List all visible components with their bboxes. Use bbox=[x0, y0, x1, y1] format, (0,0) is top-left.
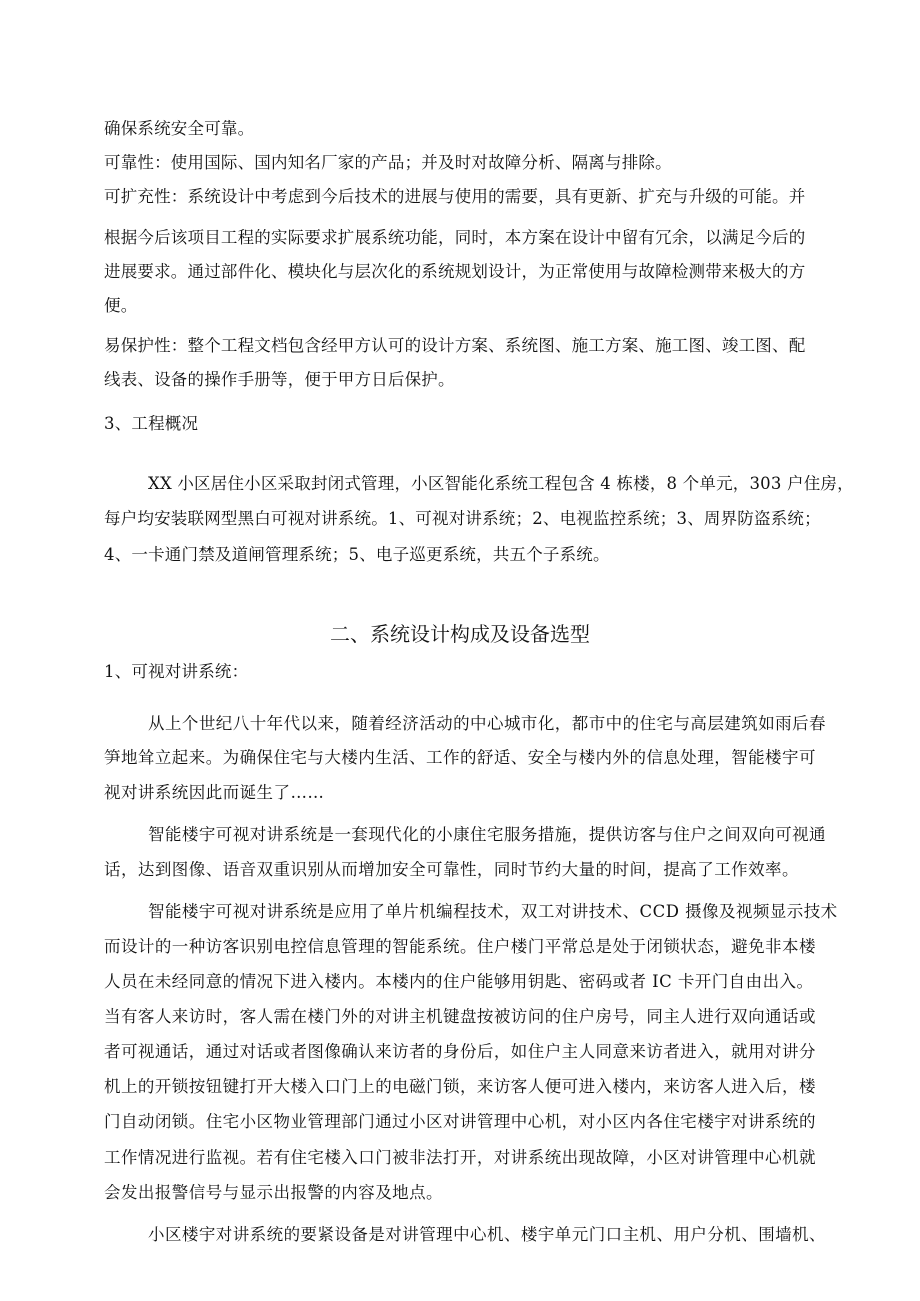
text-line: 可靠性：使用国际、国内知名厂家的产品；并及时对故障分析、隔离与排除。 bbox=[104, 153, 672, 172]
text-line: 每户均安装联网型黑白可视对讲系统。1、可视对讲系统；2、电视监控系统；3、周界防盗系统； bbox=[104, 509, 821, 528]
text-line: 智能楼宇可视对讲系统是应用了单片机编程技术，双工对讲技术、CCD 摄像及视频显示技术 bbox=[148, 902, 838, 921]
text-line: XX 小区居住小区采取封闭式管理，小区智能化系统工程包含 4 栋楼，8 个单元，303 户住房， bbox=[148, 474, 854, 493]
text-line: 者可视通话，通过对话或者图像确认来访者的身份后，如住户主人同意来访者进入，就用对讲分 bbox=[104, 1042, 816, 1061]
text-line: 从上个世纪八十年代以来，随着经济活动的中心城市化，都市中的住宅与高层建筑如雨后春 bbox=[148, 714, 826, 733]
text-line: 而设计的一种访客识别电控信息管理的智能系统。住户楼门平常总是处于闭锁状态，避免非本楼 bbox=[104, 937, 816, 956]
text-line: 4、一卡通门禁及道闸管理系统；5、电子巡更系统，共五个子系统。 bbox=[104, 545, 610, 564]
section-heading-intercom: 1、可视对讲系统： bbox=[104, 662, 249, 681]
text-line: 门自动闭锁。住宅小区物业管理部门通过小区对讲管理中心机，对小区内各住宅楼宇对讲系统的 bbox=[104, 1112, 816, 1131]
text-line: 可扩充性：系统设计中考虑到今后技术的进展与使用的需要，具有更新、扩充与升级的可能。并 bbox=[104, 187, 806, 206]
text-line: 工作情况进行监视。若有住宅楼入口门被非法打开，对讲系统出现故障，小区对讲管理中心机就 bbox=[104, 1148, 816, 1167]
text-line: 机上的开锁按钮键打开大楼入口门上的电磁门锁，来访客人便可进入楼内，来访客人进入后，楼 bbox=[104, 1077, 816, 1096]
text-line: 会发出报警信号与显示出报警的内容及地点。 bbox=[104, 1183, 443, 1202]
text-line: 线表、设备的操作手册等，便于甲方日后保护。 bbox=[104, 370, 455, 389]
text-line: 当有客人来访时，客人需在楼门外的对讲主机键盘按被访问的住户房号，同主人进行双向通话或 bbox=[104, 1007, 816, 1026]
text-line: 笋地耸立起来。为确保住宅与大楼内生活、工作的舒适、安全与楼内外的信息处理，智能楼宇可 bbox=[104, 748, 816, 767]
text-line: 小区楼宇对讲系统的要紧设备是对讲管理中心机、楼宇单元门口主机、用户分机、围墙机、 bbox=[148, 1225, 826, 1244]
section-heading-overview: 3、工程概况 bbox=[104, 414, 199, 433]
chapter-title: 二、系统设计构成及设备选型 bbox=[330, 622, 590, 646]
text-line: 话，达到图像、语音双重识别从而增加安全可靠性，同时节约大量的时间，提高了工作效率。 bbox=[104, 860, 799, 879]
text-line: 易保护性：整个工程文档包含经甲方认可的设计方案、系统图、施工方案、施工图、竣工图、配 bbox=[104, 336, 806, 355]
text-line: 人员在未经同意的情况下进入楼内。本楼内的住户能够用钥匙、密码或者 IC 卡开门自由出入。 bbox=[104, 972, 814, 991]
text-line: 根据今后该项目工程的实际要求扩展系统功能，同时，本方案在设计中留有冗余，以满足今后的 bbox=[104, 228, 806, 247]
text-line: 进展要求。通过部件化、模块化与层次化的系统规划设计，为正常使用与故障检测带来极大的方 bbox=[104, 262, 806, 281]
text-line: 智能楼宇可视对讲系统是一套现代化的小康住宅服务措施，提供访客与住户之间双向可视通 bbox=[148, 825, 826, 844]
text-line: 视对讲系统因此而诞生了…… bbox=[104, 783, 325, 802]
text-line: 便。 bbox=[104, 296, 138, 315]
text-line: 确保系统安全可靠。 bbox=[104, 119, 255, 138]
